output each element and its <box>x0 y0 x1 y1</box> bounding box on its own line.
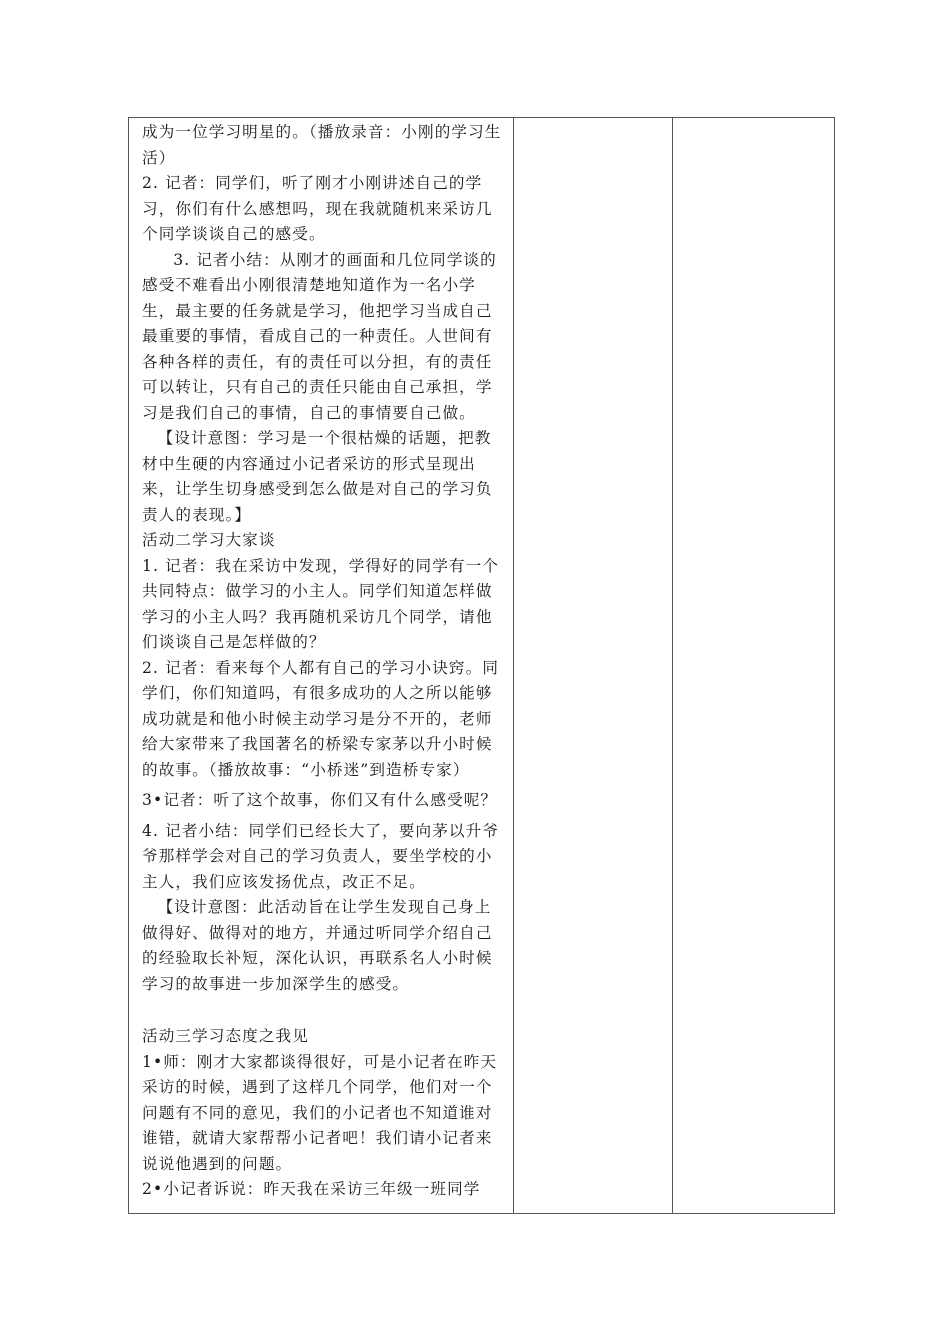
paragraph: 2. 记者：同学们，听了刚才小刚讲述自己的学习，你们有什么感想吗，现在我就随机来采访几个同学谈谈自己的感受。 <box>142 174 493 243</box>
teaching-process-text <box>129 118 513 1203</box>
paragraph: 2•小记者诉说：昨天我在采访三年级一班同学 <box>142 1180 481 1198</box>
table-row <box>129 118 835 1214</box>
paragraph: 2. 记者：看来每个人都有自己的学习小诀窍。同学们，你们知道吗，有很多成功的人之所以能够成功就是和他小时候主动学习是分不开的，老师给大家带来了我国著名的桥梁专家茅以升小时候的故事。（播放故事：“小桥迷”到造桥专家） <box>142 658 500 779</box>
activity-heading: 活动三学习态度之我见 <box>142 1027 309 1045</box>
empty-column-cell <box>514 118 673 1214</box>
paragraph: 1. 记者：我在采访中发现，学得好的同学有一个共同特点：做学习的小主人。同学们知道怎样做学习的小主人吗？我再随机采访几个同学，请他们谈谈自己是怎样做的？ <box>142 556 500 651</box>
paragraph: 1•师：刚才大家都谈得很好，可是小记者在昨天采访的时候，遇到了这样几个同学，他们对一个问题有不同的意见，我们的小记者也不知道谁对谁错，就请大家帮帮小记者吧！我们请小记者来说说他遇到的问题。 <box>142 1052 498 1173</box>
design-intent-note: 【设计意图：学习是一个很枯燥的话题，把教材中生硬的内容通过小记者采访的形式呈现出来，让学生切身感受到怎么做是对自己的学习负责人的表现。】 <box>142 429 493 524</box>
lesson-plan-table <box>128 117 835 1214</box>
teaching-process-cell <box>129 118 514 1214</box>
paragraph: 3. 记者小结：从刚才的画面和几位同学谈的感受不难看出小刚很清楚地知道作为一名小学生，最主要的任务就是学习，他把学习当成自己最重要的事情，看成自己的一种责任。人世间有各种各样的责任，有的责任可以分担，有的责任可以转让，只有自己的责任只能由自己承担，学习是我们自己的事情，自己的事情要自己做。 <box>142 250 497 422</box>
empty-column-cell <box>673 118 835 1214</box>
paragraph: 成为一位学习明星的。（播放录音：小刚的学习生活） <box>142 123 502 167</box>
paragraph: 3•记者：听了这个故事，你们又有什么感受呢？ <box>142 791 498 809</box>
activity-heading: 活动二学习大家谈 <box>142 531 276 549</box>
design-intent-note: 【设计意图：此活动旨在让学生发现自己身上做得好、做得对的地方，并通过听同学介绍自己的经验取长补短，深化认识，再联系名人小时候学习的故事进一步加深学生的感受。 <box>142 898 493 993</box>
paragraph: 4. 记者小结：同学们已经长大了，要向茅以升爷爷那样学会对自己的学习负责人，要坐学校的小主人，我们应该发扬优点，改正不足。 <box>142 821 500 891</box>
